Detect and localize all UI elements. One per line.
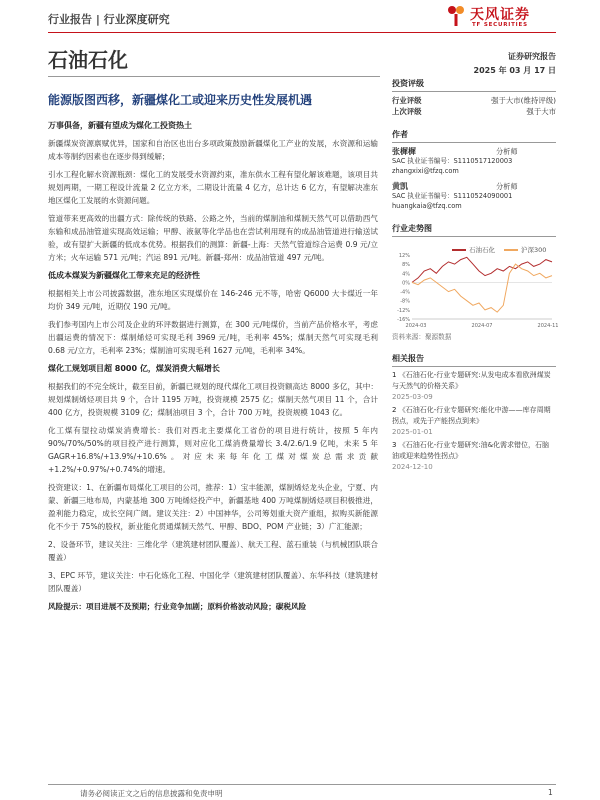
legend-label: 沪深300 <box>521 246 547 254</box>
disclaimer-note: 请务必阅读正文之后的信息披露和免责申明 <box>80 789 223 798</box>
paragraph: 新疆煤炭资源禀赋优异，国家和自治区也出台多项政策鼓励新疆煤化工产业的发展，水资源和运输成本等制约因素也在逐步得到缓解； <box>48 139 378 161</box>
rating-row <box>392 106 556 117</box>
industry-title: 石油石化 <box>48 48 128 72</box>
brand-logo <box>446 2 556 32</box>
report-category: 行业报告 | 行业深度研究 <box>48 13 170 26</box>
footer-divider <box>48 784 556 785</box>
author-title: 分析师 <box>496 182 518 191</box>
rating-value: 强于大市 <box>526 107 556 116</box>
y-tick-label: 4% <box>402 271 410 278</box>
paragraph: 根据相关上市公司披露数据，准东地区实现煤价在 146-246 元不等，哈密 Q6000 大卡煤近一年均价 349 元/吨，近期仅 190 元/吨。 <box>48 289 378 311</box>
y-tick-label: 8% <box>402 262 410 269</box>
rating-title: 投资评级 <box>392 78 556 92</box>
x-tick-label: 2024-07 <box>471 323 493 329</box>
author-block <box>392 181 556 211</box>
related-item[interactable] <box>392 370 556 403</box>
trend-chart <box>392 241 559 333</box>
sidebar <box>392 78 559 475</box>
report-title: 能源版图西移，新疆煤化工或迎来历史性发展机遇 <box>48 93 313 107</box>
x-tick-label: 2024-03 <box>405 323 427 329</box>
report-date: 2025 年 03 月 17 日 <box>473 66 556 75</box>
rating-key: 上次评级 <box>392 107 422 116</box>
author-name: 黄凯 <box>392 182 408 191</box>
related-date: 2025-01-01 <box>392 427 433 436</box>
related-num: 3 <box>392 440 397 449</box>
y-tick-label: -8% <box>400 298 410 305</box>
legend-item <box>504 245 546 254</box>
related-text[interactable]: 《石油石化-行业专题研究:能化中游——库存周期拐点，或先于产能拐点到来》 <box>392 405 551 425</box>
section-heading: 煤化工规划项目超 8000 亿，煤炭消费大幅增长 <box>48 364 220 373</box>
legend-swatch <box>452 249 466 251</box>
author-name-line <box>392 181 556 192</box>
main-body <box>48 118 378 618</box>
legend-label: 石油石化 <box>469 246 495 254</box>
paragraph: 3、EPC 环节，建议关注：中石化炼化工程、中国化学（建筑建材团队覆盖）、东华科技（建筑建材团队覆盖） <box>48 571 378 593</box>
x-tick-label: 2024-11 <box>537 323 559 329</box>
trend-title: 行业走势图 <box>392 223 556 237</box>
paragraph: 管道带来更高效的出疆方式：除传统的铁路、公路之外，当前的煤制油和煤制天然气可以借助西气东输和成品油管道实现高效运输；甲醇、液氨等化学品也在尝试利用现有的成品油管道进行输送试验，或有望扩大新疆的低成本优势。根据我们的测算：新疆-上海：天然气管道综合运费 0.9 元/立方米；火车运输 571 元/吨；汽运 891 元/吨。新疆-郑州：成品油管道 497 元/吨。 <box>48 214 378 262</box>
rating-key: 行业评级 <box>392 96 422 105</box>
series-line-0 <box>412 257 552 282</box>
related-title: 相关报告 <box>392 353 556 367</box>
author-cert: SAC 执业证书编号：S1110524090001 <box>392 192 513 200</box>
related-num: 1 <box>392 370 397 379</box>
paragraph: 引水工程化解水资源瓶颈：煤化工的发展受水资源约束，准东供水工程有望化解该难题，该项目共规划两期，一期工程设计流量 2 亿立方米，二期设计流量 4 亿方，总计达 6 亿方，有望解决准东地区煤化工发展的水资源问题。 <box>48 170 378 205</box>
y-tick-label: -16% <box>397 317 410 323</box>
author-block <box>392 146 556 176</box>
author-title: 分析师 <box>496 147 518 156</box>
chart-source: 资料来源：聚源数据 <box>392 333 452 341</box>
y-tick-label: -4% <box>400 289 410 296</box>
y-tick-label: -12% <box>397 307 410 314</box>
related-text[interactable]: 《石油石化-行业专题研究:从发电成本看欧洲煤炭与天然气的价格关系》 <box>392 370 551 390</box>
section-heading: 万事俱备，新疆有望成为煤化工投资热土 <box>48 121 192 130</box>
report-meta <box>392 50 556 78</box>
related-item[interactable] <box>392 405 556 438</box>
related-item[interactable] <box>392 440 556 473</box>
paragraph: 根据我们的不完全统计，截至目前，新疆已规划的现代煤化工项目投资额高达 8000 多亿，其中：规划煤制烯烃项目共 9 个，合计 1195 万吨，投资规模 2575 亿；煤制天然气项目 11 个，合计 400 亿方，投资规模 3109 亿；煤制油项目 3 个，合计 700 万吨，投资规模 1043 亿。 <box>48 382 378 417</box>
rating-row <box>392 95 556 106</box>
title-divider <box>48 76 380 77</box>
related-num: 2 <box>392 405 397 414</box>
authors-title: 作者 <box>392 129 556 143</box>
author-name-line <box>392 146 556 157</box>
trend-chart-svg <box>392 241 559 333</box>
paragraph: 2、设备环节，建议关注：三维化学（建筑建材团队覆盖）、航天工程、蓝石重装（与机械团队联合覆盖） <box>48 540 378 562</box>
brand-name-en: TF SECURITIES <box>472 22 528 28</box>
brand-logo-icon <box>446 5 466 27</box>
author-email[interactable]: zhangxixi@tfzq.com <box>392 166 459 175</box>
paragraph: 我们参考国内上市公司及企业的环评数据进行测算，在 300 元/吨煤价，当前产品价格水平，考虑出疆运费的情况下：煤制烯烃可实现毛利 3969 元/吨，毛利率 45%；煤制天然气可实现毛利 0.68 元/立方，毛利率 23%；煤制油可实现毛利 1627 元/吨，毛利率 34%。 <box>48 320 378 355</box>
related-date: 2024-12-10 <box>392 462 433 471</box>
rating-value: 强于大市(维持评级) <box>491 96 556 105</box>
section-heading: 低成本煤炭为新疆煤化工带来充足的经济性 <box>48 271 200 280</box>
risk-paragraph: 风险提示：项目进展不及预期；行业竞争加剧；原料价格波动风险；碳税风险 <box>48 602 307 611</box>
legend-item <box>452 245 495 254</box>
page-number: 1 <box>548 788 553 797</box>
report-type: 证券研究报告 <box>508 52 556 61</box>
related-date: 2025-03-09 <box>392 392 433 401</box>
author-cert: SAC 执业证书编号：S1110517120003 <box>392 157 513 165</box>
related-text[interactable]: 《石油石化-行业专题研究:油&化需求错位，石脑油或迎来趋势性拐点》 <box>392 440 550 460</box>
paragraph: 化工煤有望拉动煤炭消费增长：我们对西北主要煤化工省份的项目进行统计，按照 5 年内 90%/70%/50%的项目投产进行测算，则对应化工煤消费量增长 3.4/2.6/1.9 亿吨，未来 5 年 GAGR+16.8%/+13.9%/+10.6%。对应未来每年化工煤对煤炭总需求贡献+1.2%/+0.97%/+0.74%的增速。 <box>48 426 378 474</box>
y-tick-label: 12% <box>398 253 410 259</box>
legend-swatch <box>504 249 518 251</box>
author-email[interactable]: huangkaia@tfzq.com <box>392 201 462 210</box>
brand-name-cn: 天风证券 <box>470 7 530 23</box>
header-divider <box>48 32 556 33</box>
y-tick-label: 0% <box>402 280 410 287</box>
author-name: 张樨樨 <box>392 147 416 156</box>
paragraph: 投资建议：1、在新疆布局煤化工项目的公司，推荐：1）宝丰能源，煤制烯烃龙头企业，宁夏、内蒙、新疆三地布局，内蒙基地 300 万吨烯烃投产中，新疆基地 400 万吨煤制烯烃项目积极推进，盈利能力稳定，成长空间广阔。建议关注：2）中国神华，公司筹划重大资产重组，拟购买新能源化不少于 75%的股权，新业能化贯通煤制天然气、甲醇、BDO、POM 产业链；3）广汇能源； <box>48 483 378 531</box>
